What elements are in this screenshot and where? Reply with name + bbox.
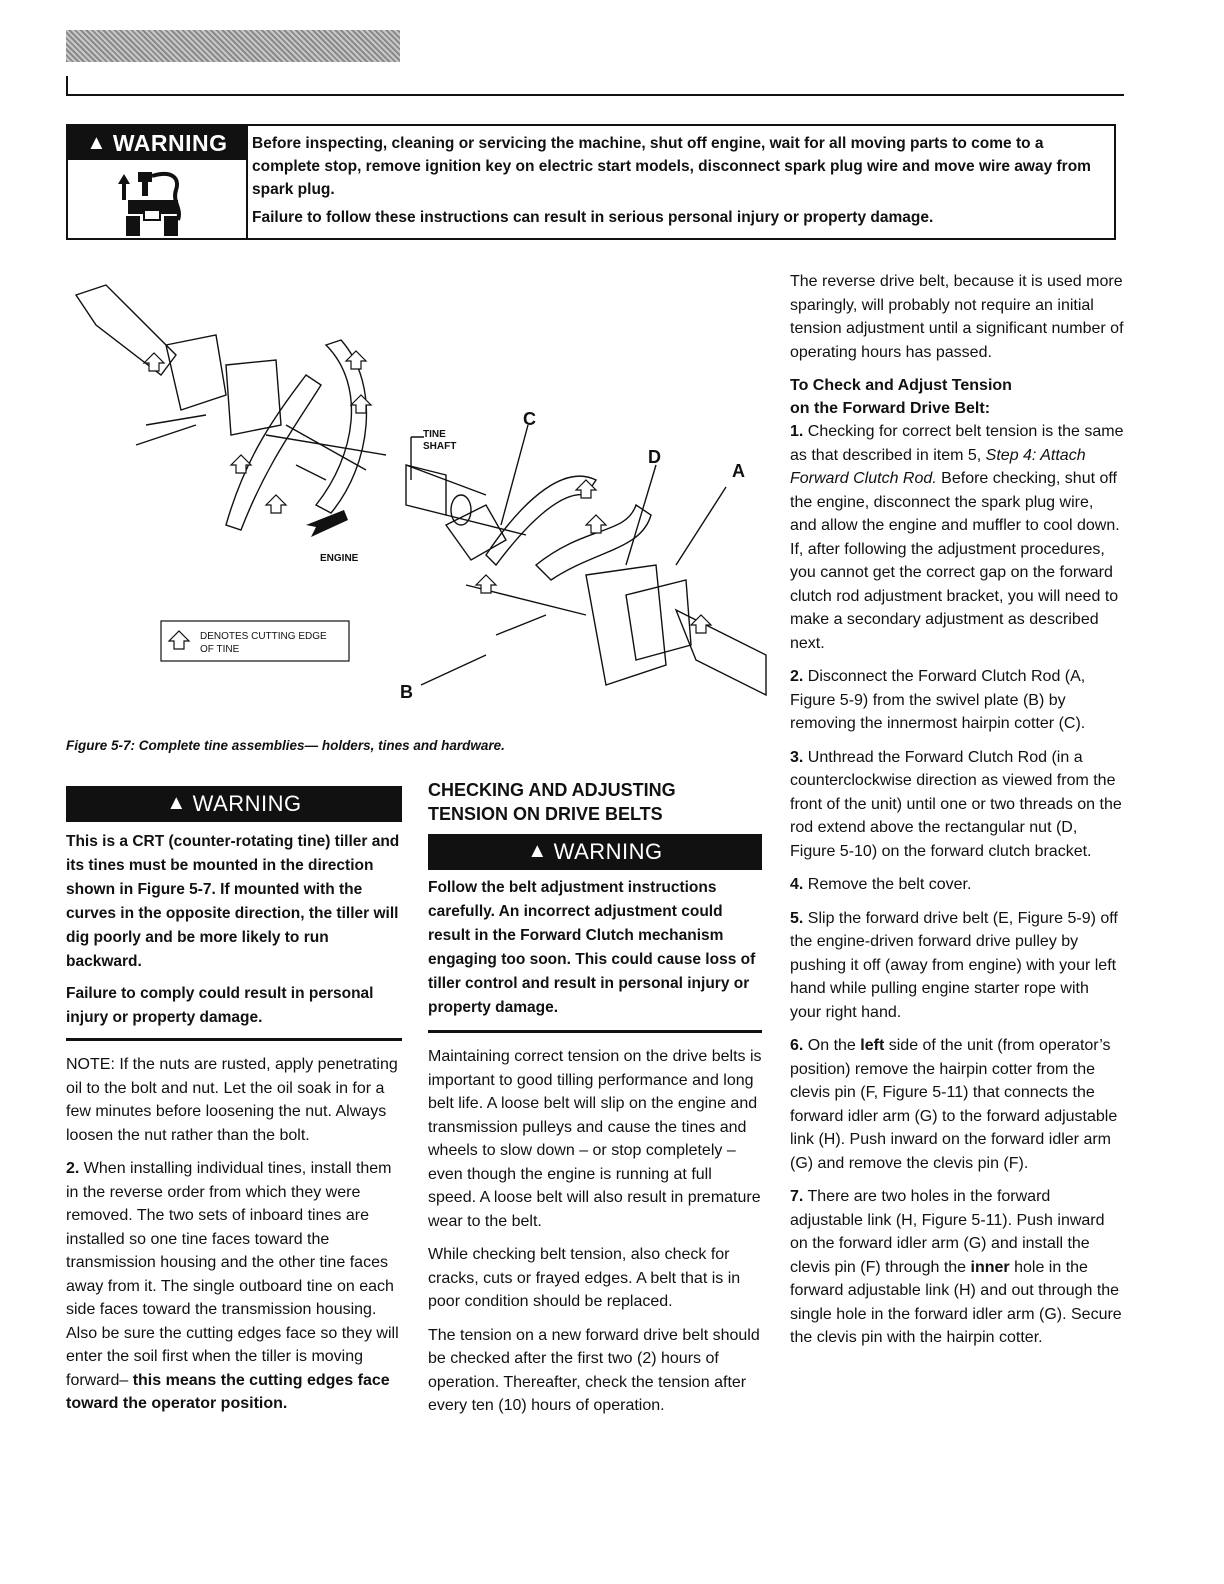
- step-text: Slip the forward drive belt (E, Figure 5-9) off the engine-driven forward drive pulley by pushing it off (away from engine) with your left hand while pulling engine starter rope with your right hand.: [790, 909, 1118, 1021]
- middle-column: [428, 778, 762, 1428]
- step-number: 3.: [790, 748, 804, 766]
- step-text: When installing individual tines, install them in the reverse order from which they were removed. The two sets of inboard tines are installed so one tine faces toward the transmission housing and the other tine faces away from it. The single outboard tine on each side faces toward the transmission housing. Also be sure the cutting edges face so they will enter the soil first when the tiller is moving forward–: [66, 1160, 399, 1389]
- step-emphasis: inner: [970, 1258, 1010, 1276]
- warning-consequence: Failure to follow these instructions can result in serious personal injury or property damage.: [252, 209, 934, 226]
- step-number: 5.: [790, 909, 804, 927]
- step-text: Unthread the Forward Clutch Rod (in a counterclockwise direction as viewed from the front of the unit) until one or two threads on the rod extend above the rectangular nut (D, Figure 5-10) on the forward clutch bracket.: [790, 748, 1122, 860]
- warning-label: WARNING: [112, 129, 228, 156]
- step-text: On the: [807, 1037, 856, 1054]
- warning-triangle-icon: ▲: [527, 840, 548, 863]
- step-number: 4.: [790, 876, 804, 893]
- warning-label-panel: [68, 126, 248, 240]
- step-text-cont: hole in the forward adjustable link (H) and out through the single hole in the forward idler arm (G). Secure the clevis pin with the hairpin cotter.: [790, 1258, 1122, 1346]
- step-number: 1.: [790, 423, 804, 440]
- step-7: [790, 1185, 1124, 1350]
- step-6: [790, 1034, 1124, 1175]
- step-number: 7.: [790, 1188, 804, 1205]
- heading-line-2: TENSION ON DRIVE BELTS: [428, 804, 663, 824]
- step-text: Remove the belt cover.: [807, 876, 972, 893]
- tension-paragraph-3: The tension on a new forward drive belt should be checked after the first two (2) hours of operation. Thereafter, check the tension after every ten (10) hours of operation.: [428, 1326, 760, 1414]
- callout-d: D: [648, 447, 661, 467]
- step-1: [790, 420, 1124, 655]
- step-number: 2.: [66, 1160, 80, 1177]
- section-header-bar: [66, 30, 400, 62]
- belt-warning-paragraph: Follow the belt adjustment instructions carefully. An incorrect adjustment could result in the Forward Clutch mechanism engaging too soon. This could cause loss of tiller control and result in personal injury or property damage.: [428, 879, 756, 1016]
- warning-label: WARNING: [192, 791, 302, 817]
- step-number: 2.: [790, 668, 804, 685]
- tension-paragraph-1: Maintaining correct tension on the drive belts is important to good tilling performance and long belt life. A loose belt will slip on the engine and transmission pulleys and cause the tines and wheels to slow down – or stop completely – even though the engine is running at full speed. A loose belt will also result in premature wear to the belt.: [428, 1048, 762, 1230]
- legend-label: DENOTES CUTTING EDGE: [200, 631, 327, 642]
- callout-a: A: [732, 461, 745, 481]
- step-3: [790, 746, 1124, 864]
- warning-triangle-icon: ▲: [166, 792, 187, 815]
- step-5: [790, 907, 1124, 1025]
- step-4: [790, 873, 1124, 897]
- middle-warning-banner: [428, 834, 762, 870]
- step-text: Checking for correct belt tension is the same as that described in item 5,: [790, 423, 1124, 464]
- step-reference: Step 4: Attach Forward Clutch Rod.: [790, 446, 1086, 487]
- shaft-label: SHAFT: [423, 441, 457, 452]
- step-2: [790, 665, 1124, 736]
- tension-paragraph-2: While checking belt tension, also check for cracks, cuts or frayed edges. A belt that is in poor condition should be replaced.: [428, 1246, 741, 1310]
- engine-label: ENGINE: [320, 553, 359, 564]
- crt-warning-consequence: Failure to comply could result in personal injury or property damage.: [66, 985, 374, 1026]
- section-rule: [66, 1038, 402, 1041]
- callout-c: C: [523, 409, 536, 429]
- subheading-line-2: on the Forward Drive Belt:: [790, 400, 991, 417]
- header-rule: [66, 94, 1124, 96]
- right-column: [790, 270, 1124, 1360]
- figure-caption: Figure 5-7: Complete tine assemblies— holders, tines and hardware.: [66, 738, 505, 753]
- warning-banner: [68, 126, 246, 160]
- warning-text: [252, 132, 1106, 234]
- left-warning-banner: [66, 786, 402, 822]
- crt-warning-paragraph: This is a CRT (counter-rotating tine) tiller and its tines must be mounted in the direction shown in Figure 5-7. If mounted with the curves in the opposite direction, the tiller will dig poorly and be more likely to run backward.: [66, 833, 400, 970]
- spark-plug-disconnect-icon: [68, 160, 246, 238]
- tine-label: TINE: [423, 429, 446, 440]
- rust-note: NOTE: If the nuts are rusted, apply penetrating oil to the bolt and nut. Let the oil soak in for a few minutes before loosening the nut. Always loosen the nut rather than the bolt.: [66, 1056, 398, 1144]
- subheading-line-1: To Check and Adjust Tension: [790, 377, 1012, 394]
- heading-line-1: CHECKING AND ADJUSTING: [428, 780, 676, 800]
- legend-label-2: OF TINE: [200, 644, 240, 655]
- step-text-cont: side of the unit (from operator’s position) remove the hairpin cotter from the clevis pin (F, Figure 5-11) that connects the forward idler arm (G) to the forward adjustable link (H). Push inward on the forward idler arm (G) and remove the clevis pin (F).: [790, 1037, 1118, 1172]
- header-tick: [66, 76, 68, 96]
- step-text-cont: Before checking, shut off the engine, disconnect the spark plug wire, and allow the engine and muffler to cool down. If, after following the adjustment procedures, you cannot get the correct gap on the forward clutch rod adjustment bracket, you will need to make a secondary adjustment as described next.: [790, 470, 1120, 652]
- warning-triangle-icon: ▲: [86, 131, 107, 154]
- step-emphasis: this means the cutting edges face toward the operator position.: [66, 1371, 390, 1412]
- belt-warning-text: [428, 876, 762, 1020]
- step-emphasis: left: [860, 1037, 885, 1054]
- step-2: [66, 1157, 402, 1416]
- subsection-heading: [790, 374, 1124, 420]
- crt-warning-text: [66, 830, 402, 1030]
- left-column: [66, 786, 402, 1426]
- warning-label: WARNING: [553, 839, 663, 865]
- reverse-belt-intro: The reverse drive belt, because it is used more sparingly, will probably not require an initial tension adjustment until a significant number of operating hours has passed.: [790, 273, 1124, 361]
- section-heading: [428, 778, 762, 826]
- step-text: Disconnect the Forward Clutch Rod (A, Figure 5-9) from the swivel plate (B) by removing the innermost hairpin cotter (C).: [790, 668, 1086, 732]
- top-warning-box: [66, 124, 1116, 240]
- callout-b: B: [400, 682, 413, 702]
- tine-assembly-diagram: [66, 265, 780, 725]
- warning-instruction: Before inspecting, cleaning or servicing the machine, shut off engine, wait for all moving parts to come to a complete stop, remove ignition key on electric start models, disconnect spark plug wire and move wire away from spark plug.: [252, 135, 1091, 198]
- section-rule: [428, 1030, 762, 1033]
- tine-assembly-figure: [66, 265, 780, 725]
- step-text: There are two holes in the forward adjustable link (H, Figure 5-11). Push inward on the forward idler arm (G) and install the clevis pin (F) through the: [790, 1188, 1105, 1276]
- step-number: 6.: [790, 1037, 804, 1054]
